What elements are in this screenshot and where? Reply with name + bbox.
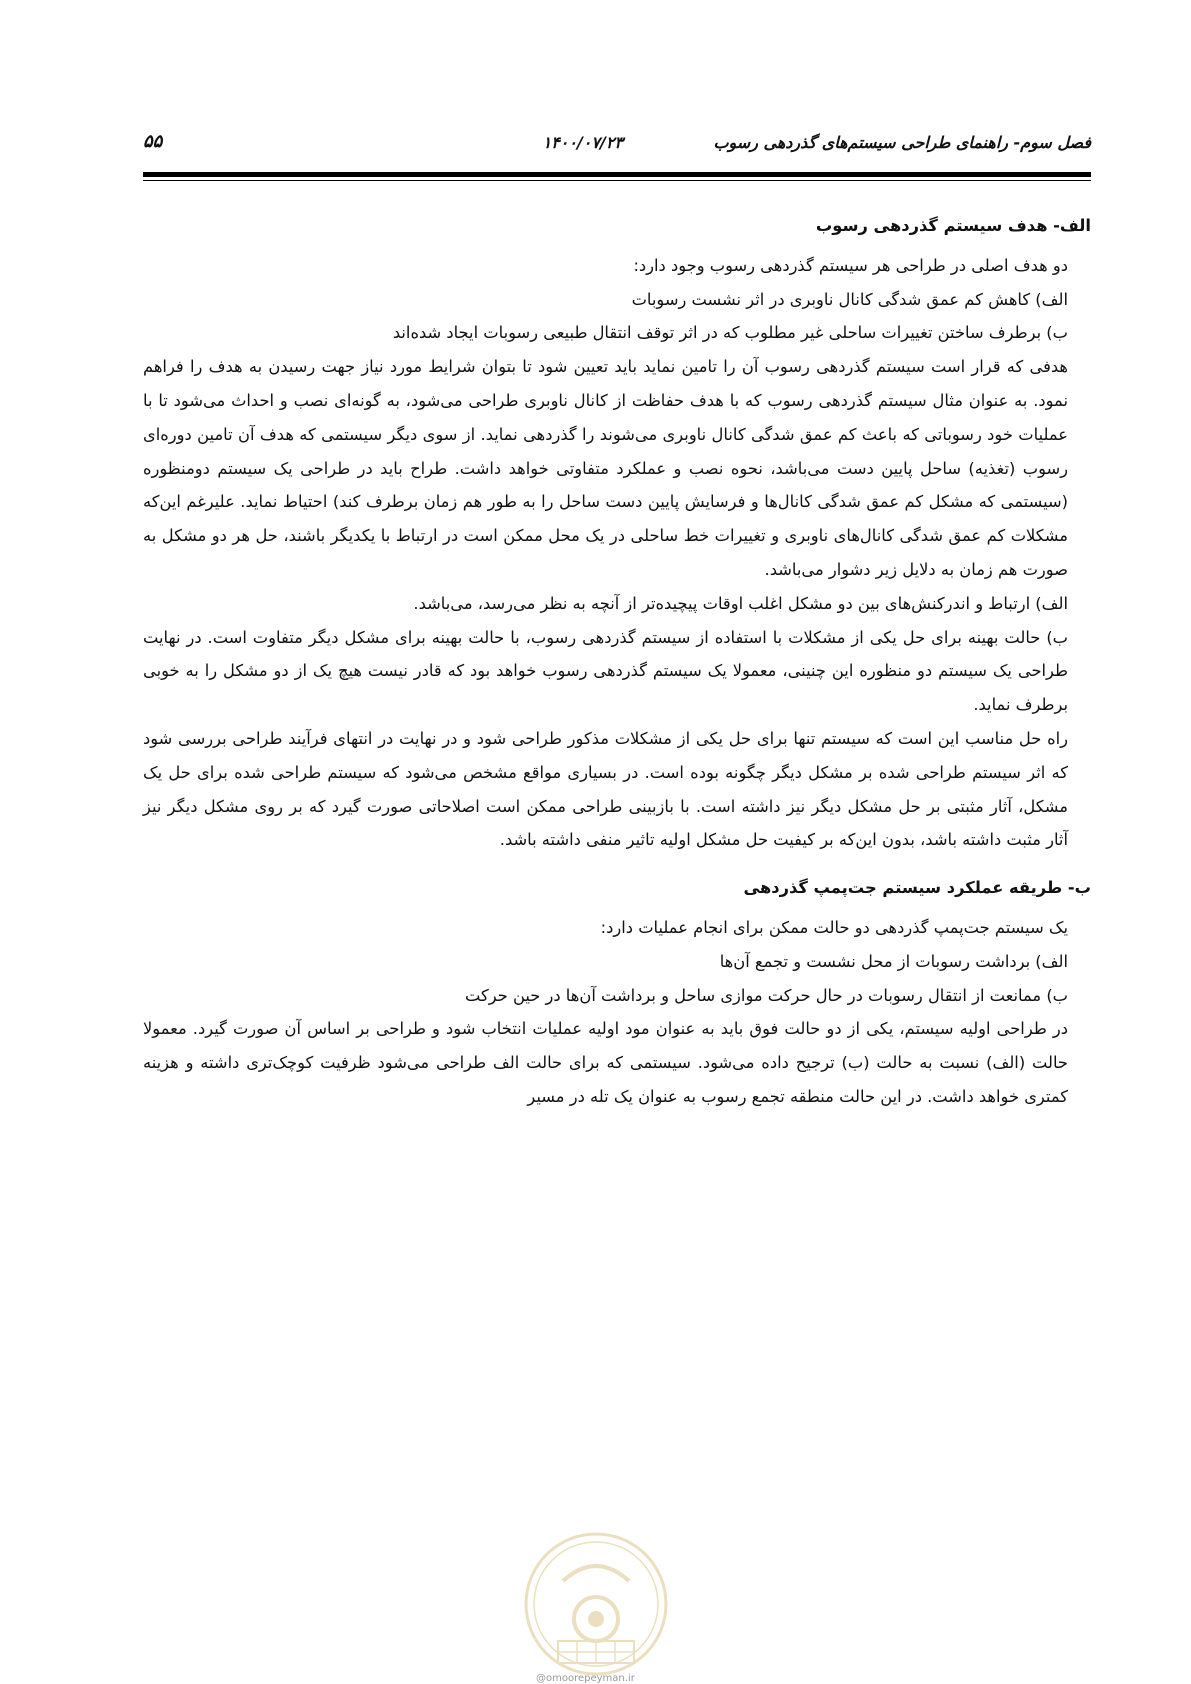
watermark: @omoorepeyman.ir [536,1673,635,1684]
section-a-item: ب) حالت بهینه برای حل یکی از مشکلات با استفاده از سیستم گذردهی رسوب، با حالت بهینه برای مشکل دیگر متفاوت است. در نهایت طراحی یک سیستم دو منظوره این چنینی، معمولا یک سیستم گذردهی رسوب خواهد بود که قادر نیست هیچ یک از دو مشکل را به خوبی برطرف نماید. [143,627,1068,715]
section-a-item: الف) کاهش کم عمق شدگی کانال ناوبری در اثر نشست رسوبات [631,289,1068,309]
section-b-item: ب) ممانعت از انتقال رسوبات در حال حرکت موازی ساحل و برداشت آن‌ها در حین حرکت [465,985,1068,1005]
seal-logo-icon [523,1531,669,1677]
header-date: ۱۴۰۰/۰۷/۲۳ [542,133,623,152]
header-rule-thin [143,180,1091,181]
section-a-item: ب) برطرف ساختن تغییرات ساحلی غیر مطلوب که در اثر توقف انتقال طبیعی رسوبات ایجاد شده‌اند [392,323,1068,343]
section-a-heading: الف- هدف سیستم گذردهی رسوب [815,216,1091,235]
section-a-item: الف) ارتباط و اندرکنش‌های بین دو مشکل اغلب اوقات پیچیده‌تر از آنچه به نظر می‌رسد، می‌باشد. [413,593,1068,613]
page-body [143,209,1091,1114]
page-header [143,128,1091,158]
section-a-paragraph: هدفی که قرار است سیستم گذردهی رسوب آن را تامین نماید باید تعیین شود تا بتوان شرایط مورد نیاز جهت رسیدن به هدف را فراهم نمود. به عنوان مثال سیستم گذردهی رسوب که با هدف حفاظت از کانال ناوبری طراحی می‌شود، به گونه‌ای نصب و احداث می‌شود تا با عملیات خود رسوباتی که باعث کم عمق شدگی کانال ناوبری می‌شوند را گذردهی نماید. از سوی دیگر سیستمی که هدف آن تامین دوره‌ای رسوب (تغذیه) ساحل پایین دست می‌باشد، نحوه نصب و عملکرد متفاوتی خواهد داشت. طراح باید در طراحی یک سیستم دومنظوره (سیستمی که مشکل کم عمق شدگی کانال‌ها و فرسایش پایین دست ساحل را به طور هم زمان برطرف کند) احتیاط نماید. علیرغم این‌که مشکلات کم عمق شدگی کانال‌های ناوبری و تغییرات خط ساحلی در یک محل ممکن است در ارتباط با یکدیگر باشند، حل هر دو مشکل به صورت هم زمان به دلایل زیر دشوار می‌باشد. [143,357,1068,579]
section-b-paragraph: در طراحی اولیه سیستم، یکی از دو حالت فوق باید به عنوان مود اولیه عملیات انتخاب شود و طراحی بر اساس آن صورت گیرد. معمولا حالت (الف) نسبت به حالت (ب) ترجیح داده می‌شود. سیستمی که برای حالت الف طراحی می‌شود ظرفیت کوچک‌تری داشته و هزینه کمتری خواهد داشت. در این حالت منطقه تجمع رسوب به عنوان یک تله در مسیر [143,1019,1068,1106]
page-number: ۵۵ [143,131,163,152]
section-a-paragraph: راه حل مناسب این است که سیستم تنها برای حل یکی از مشکلات مذکور طراحی شود و در نهایت در انتهای فرآیند طراحی بررسی شود که اثر سیستم طراحی شده بر مشکل دیگر چگونه بوده است. در بسیاری مواقع مشخص می‌شود که سیستم طراحی شده برای حل یک مشکل، آثار مثبتی بر حل مشکل دیگر نیز داشته است. با بازبینی طراحی ممکن است اصلاحاتی صورت گیرد که بر روی مشکل دیگر نیز آثار مثبت داشته باشد، بدون این‌که بر کیفیت حل مشکل اولیه تاثیر منفی داشته باشد. [143,728,1068,850]
chapter-title: فصل سوم- راهنمای طراحی سیستم‌های گذردهی رسوب [713,133,1091,152]
section-gap [143,857,1091,871]
section-b-paragraph: یک سیستم جت‌پمپ گذردهی دو حالت ممکن برای انجام عملیات دارد: [600,917,1068,937]
section-a-paragraph: دو هدف اصلی در طراحی هر سیستم گذردهی رسوب وجود دارد: [633,255,1068,275]
section-b-item: الف) برداشت رسوبات از محل نشست و تجمع آن‌ها [719,951,1068,971]
section-b-heading: ب- طریقه عملکرد سیستم جت‌پمپ گذردهی [743,878,1091,898]
header-rule-thick [143,172,1091,177]
